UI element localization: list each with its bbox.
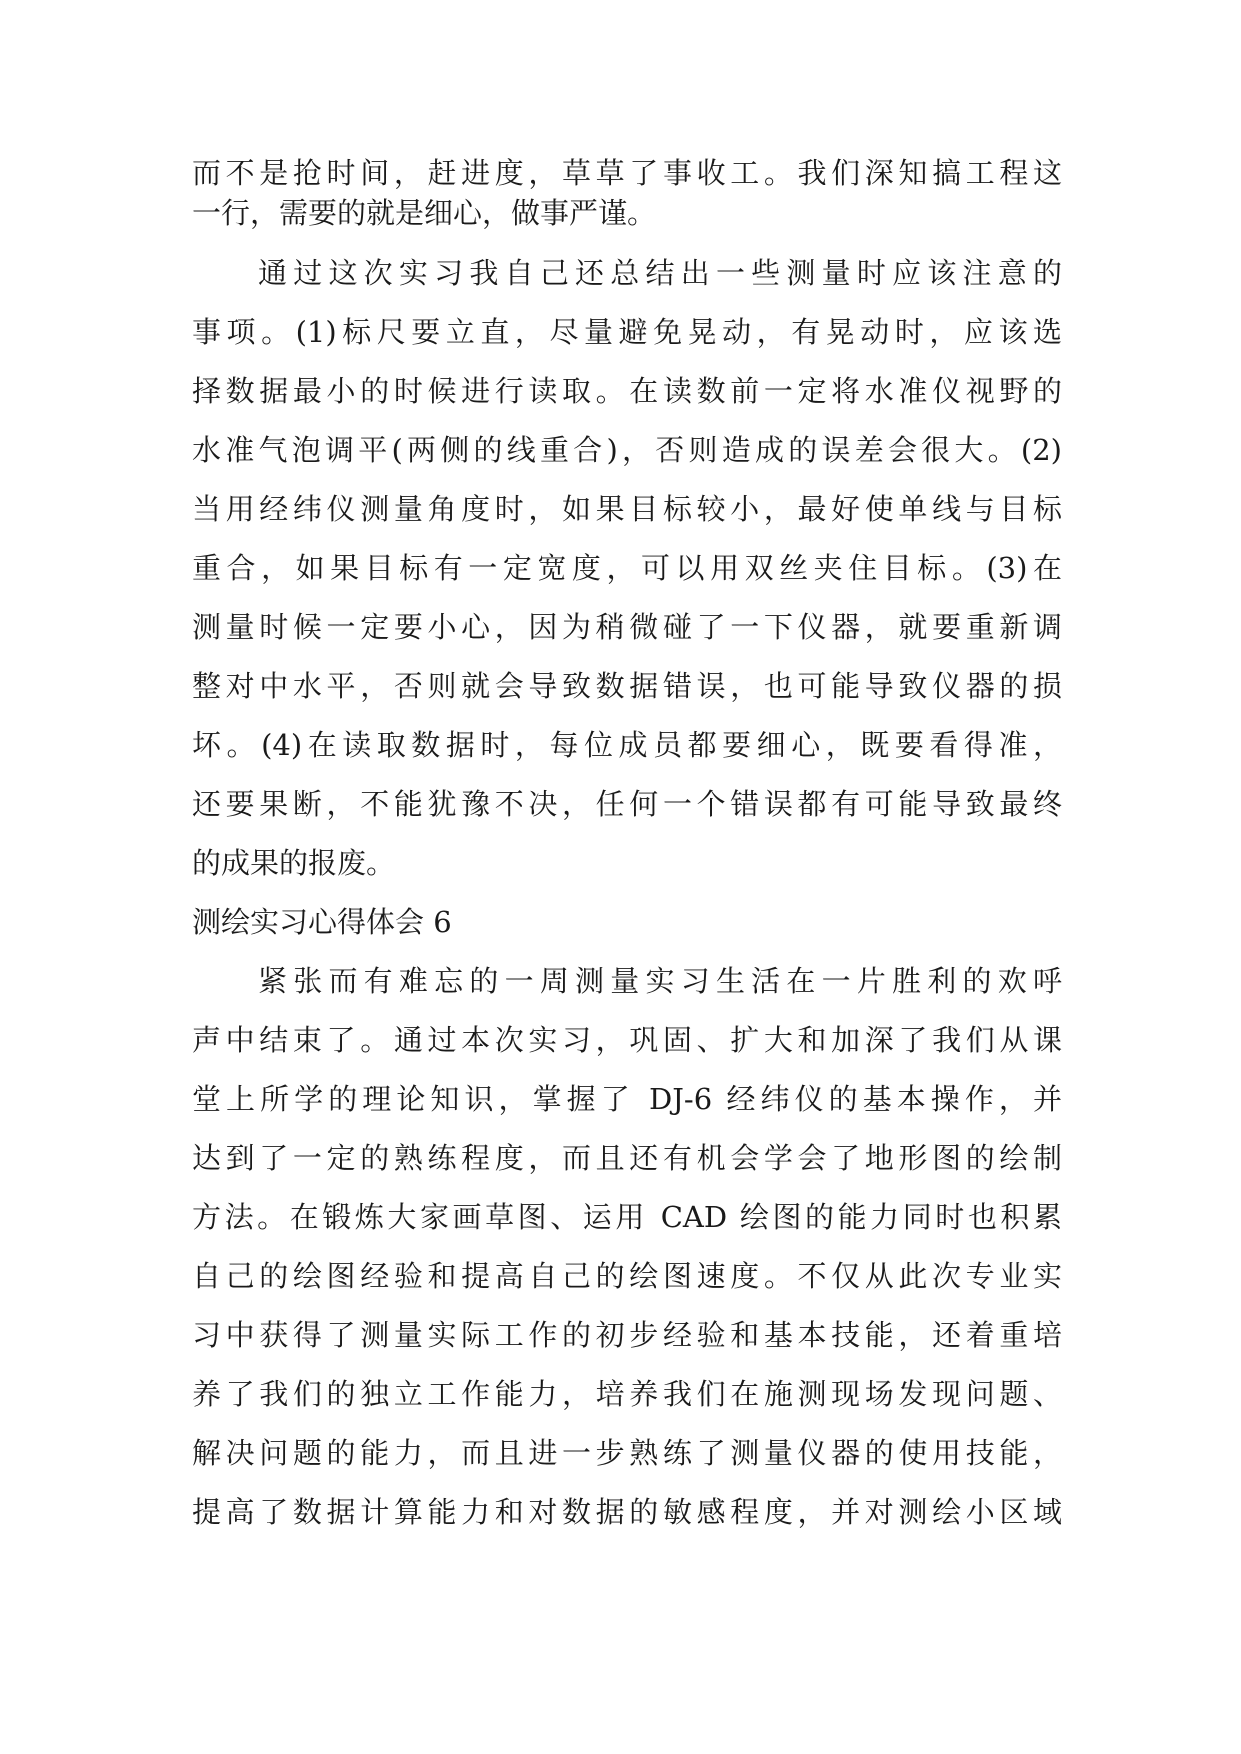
paragraph-line: 而不是抢时间，赶进度，草草了事收工。我们深知搞工程这 (192, 156, 1062, 190)
paragraph-line: 习中获得了测量实际工作的初步经验和基本技能，还着重培 (192, 1318, 1062, 1352)
paragraph-line: 重合，如果目标有一定宽度，可以用双丝夹住目标。(3)在 (192, 551, 1062, 585)
paragraph-line: 提高了数据计算能力和对数据的敏感程度，并对测绘小区域 (192, 1495, 1062, 1529)
paragraph-line: 整对中水平，否则就会导致数据错误，也可能导致仪器的损 (192, 669, 1062, 703)
paragraph-line: 事项。(1)标尺要立直，尽量避免晃动，有晃动时，应该选 (192, 315, 1062, 349)
paragraph-line: 达到了一定的熟练程度，而且还有机会学会了地形图的绘制 (192, 1141, 1062, 1175)
paragraph-line: 方法。在锻炼大家画草图、运用 CAD 绘图的能力同时也积累 (192, 1200, 1062, 1234)
paragraph-line: 当用经纬仪测量角度时，如果目标较小，最好使单线与目标 (192, 492, 1062, 526)
section-heading: 测绘实习心得体会 6 (192, 905, 452, 939)
paragraph-line: 一行，需要的就是细心，做事严谨。 (192, 196, 657, 230)
paragraph-line: 还要果断，不能犹豫不决，任何一个错误都有可能导致最终 (192, 787, 1062, 821)
paragraph-line: 测量时候一定要小心，因为稍微碰了一下仪器，就要重新调 (192, 610, 1062, 644)
paragraph-line: 堂上所学的理论知识，掌握了 DJ-6 经纬仪的基本操作，并 (192, 1082, 1062, 1116)
paragraph-line: 养了我们的独立工作能力，培养我们在施测现场发现问题、 (192, 1377, 1062, 1411)
paragraph-line: 的成果的报废。 (192, 846, 396, 880)
paragraph-line: 自己的绘图经验和提高自己的绘图速度。不仅从此次专业实 (192, 1259, 1062, 1293)
paragraph-line: 通过这次实习我自己还总结出一些测量时应该注意的 (258, 256, 1062, 290)
paragraph-line: 坏。(4)在读取数据时，每位成员都要细心，既要看得准， (192, 728, 1062, 762)
paragraph-line: 水准气泡调平(两侧的线重合)，否则造成的误差会很大。(2) (192, 433, 1062, 467)
paragraph-line: 紧张而有难忘的一周测量实习生活在一片胜利的欢呼 (258, 964, 1062, 998)
paragraph-line: 声中结束了。通过本次实习，巩固、扩大和加深了我们从课 (192, 1023, 1062, 1057)
paragraph-line: 解决问题的能力，而且进一步熟练了测量仪器的使用技能， (192, 1436, 1062, 1470)
paragraph-line: 择数据最小的时候进行读取。在读数前一定将水准仪视野的 (192, 374, 1062, 408)
